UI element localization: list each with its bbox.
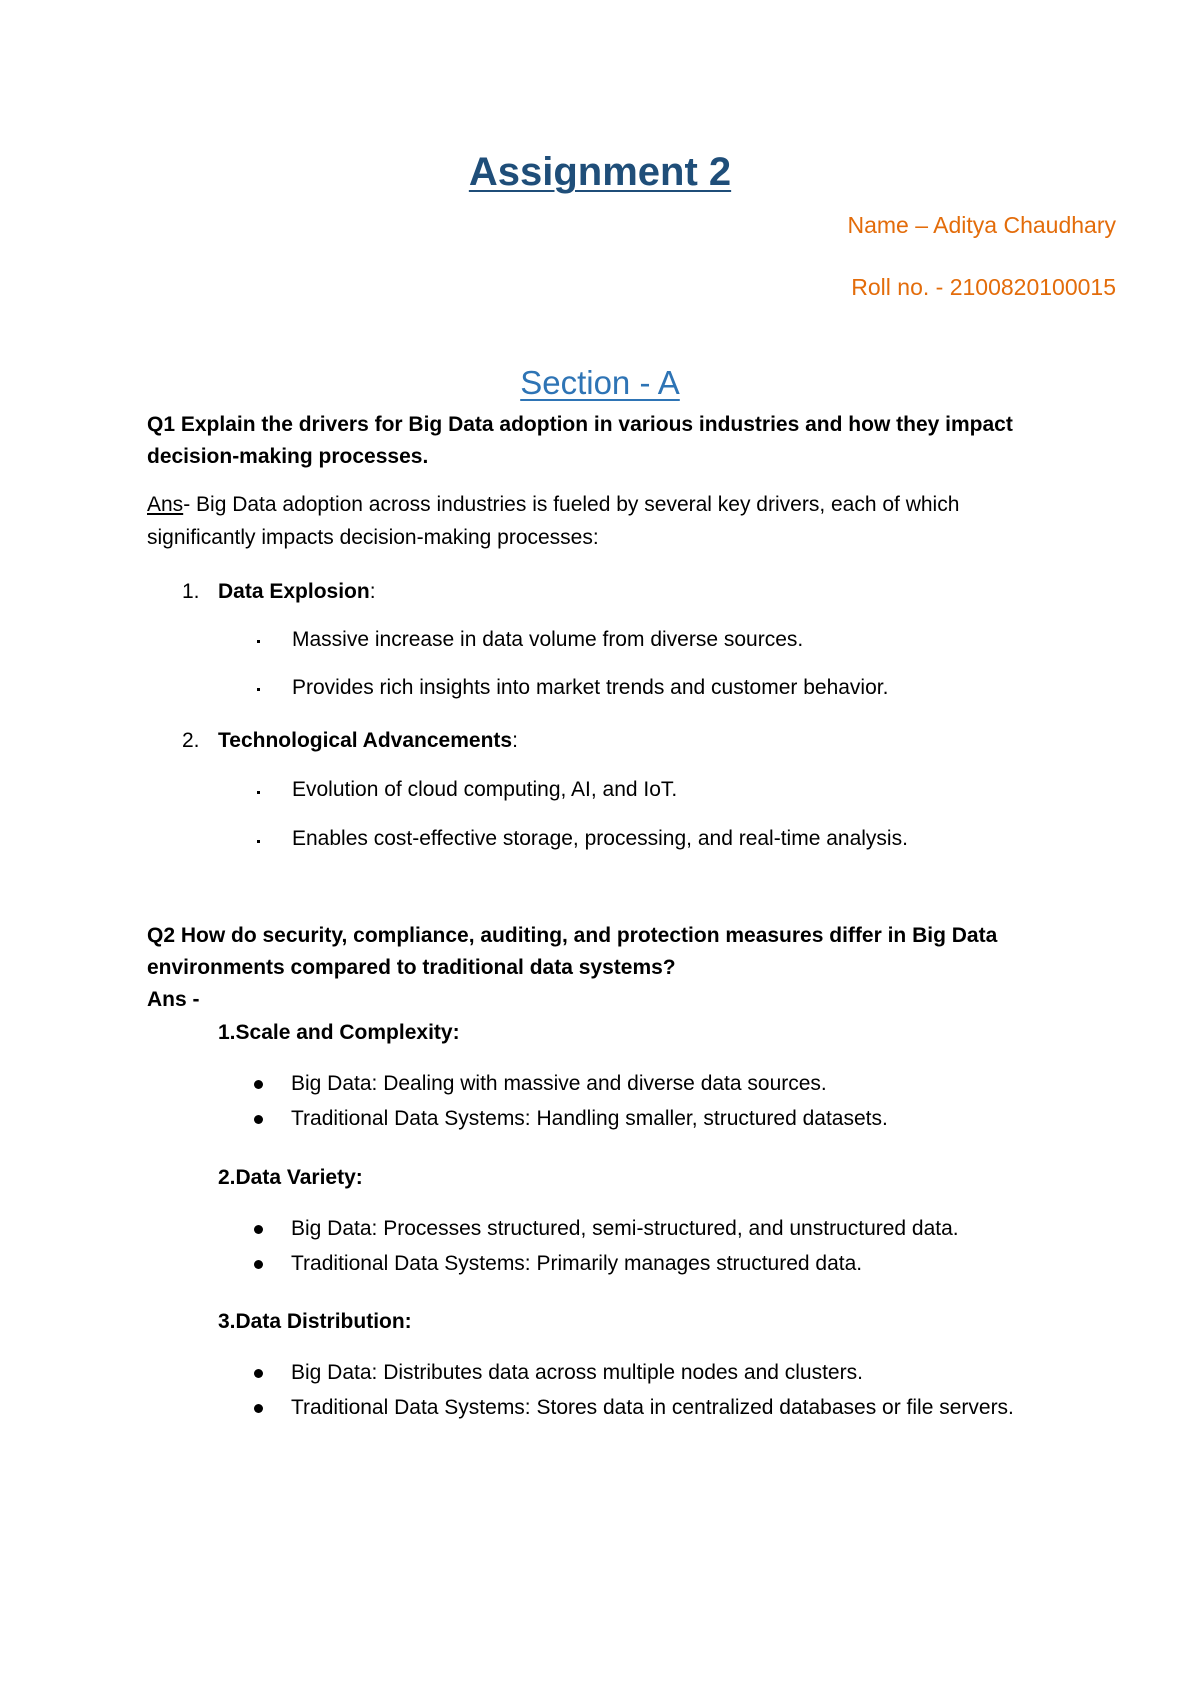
q2-point-bullet: Big Data: Distributes data across multiple nodes and clusters. bbox=[291, 1361, 863, 1384]
driver-bullet: Evolution of cloud computing, AI, and IoT. bbox=[292, 778, 678, 801]
q1-answer-line-1 bbox=[147, 494, 959, 515]
round-bullet-icon bbox=[254, 1115, 263, 1124]
q1-question-line-1: Q1 Explain the drivers for Big Data adoption in various industries and how they impact bbox=[147, 413, 1013, 436]
q2-question-line-2: environments compared to traditional data systems? bbox=[147, 956, 676, 979]
q2-question-line-1: Q2 How do security, compliance, auditing, and protection measures differ in Big Data bbox=[147, 924, 998, 947]
section-title: Section - A bbox=[520, 364, 680, 401]
roll-number: Roll no. - 2100820100015 bbox=[851, 274, 1116, 300]
round-bullet-icon bbox=[254, 1225, 263, 1234]
student-name: Name – Aditya Chaudhary bbox=[847, 212, 1116, 238]
driver-bullet: Massive increase in data volume from diverse sources. bbox=[292, 628, 804, 651]
q2-point-heading: 1.Scale and Complexity: bbox=[218, 1021, 460, 1044]
driver-heading-line bbox=[218, 730, 518, 751]
q1-answer-text-1: - Big Data adoption across industries is fueled by several key drivers, each of which bbox=[183, 493, 960, 516]
driver-heading: Data Explosion bbox=[218, 580, 370, 603]
q2-point-bullet: Traditional Data Systems: Handling smaller, structured datasets. bbox=[291, 1107, 888, 1130]
round-bullet-icon bbox=[254, 1404, 263, 1413]
q1-ans-label: Ans bbox=[147, 493, 184, 516]
square-bullet-icon bbox=[257, 640, 260, 643]
driver-heading-colon: : bbox=[369, 580, 376, 603]
square-bullet-icon bbox=[257, 688, 260, 691]
driver-number: 2. bbox=[182, 729, 200, 752]
q2-point-bullet: Big Data: Dealing with massive and diverse data sources. bbox=[291, 1072, 827, 1095]
q2-ans-label: Ans - bbox=[147, 988, 200, 1011]
driver-heading-colon: : bbox=[512, 729, 518, 752]
round-bullet-icon bbox=[254, 1080, 263, 1089]
square-bullet-icon bbox=[257, 791, 260, 794]
driver-bullet: Provides rich insights into market trends and customer behavior. bbox=[292, 676, 889, 699]
q1-question-line-2: decision-making processes. bbox=[147, 445, 429, 468]
q2-point-bullet: Traditional Data Systems: Primarily manages structured data. bbox=[291, 1252, 863, 1275]
q2-point-bullet: Big Data: Processes structured, semi-structured, and unstructured data. bbox=[291, 1217, 959, 1240]
q2-point-heading: 3.Data Distribution: bbox=[218, 1310, 412, 1333]
driver-heading: Technological Advancements bbox=[218, 729, 513, 752]
square-bullet-icon bbox=[257, 840, 260, 843]
q1-answer-line-2: significantly impacts decision-making processes: bbox=[147, 526, 599, 549]
q2-point-bullet: Traditional Data Systems: Stores data in centralized databases or file servers. bbox=[291, 1396, 1014, 1419]
q2-point-heading: 2.Data Variety: bbox=[218, 1166, 363, 1189]
round-bullet-icon bbox=[254, 1260, 263, 1269]
assignment-title: Assignment 2 bbox=[468, 150, 732, 194]
driver-number: 1. bbox=[182, 580, 200, 603]
driver-bullet: Enables cost-effective storage, processing, and real-time analysis. bbox=[292, 827, 908, 850]
driver-heading-line bbox=[218, 581, 376, 602]
round-bullet-icon bbox=[254, 1369, 263, 1378]
